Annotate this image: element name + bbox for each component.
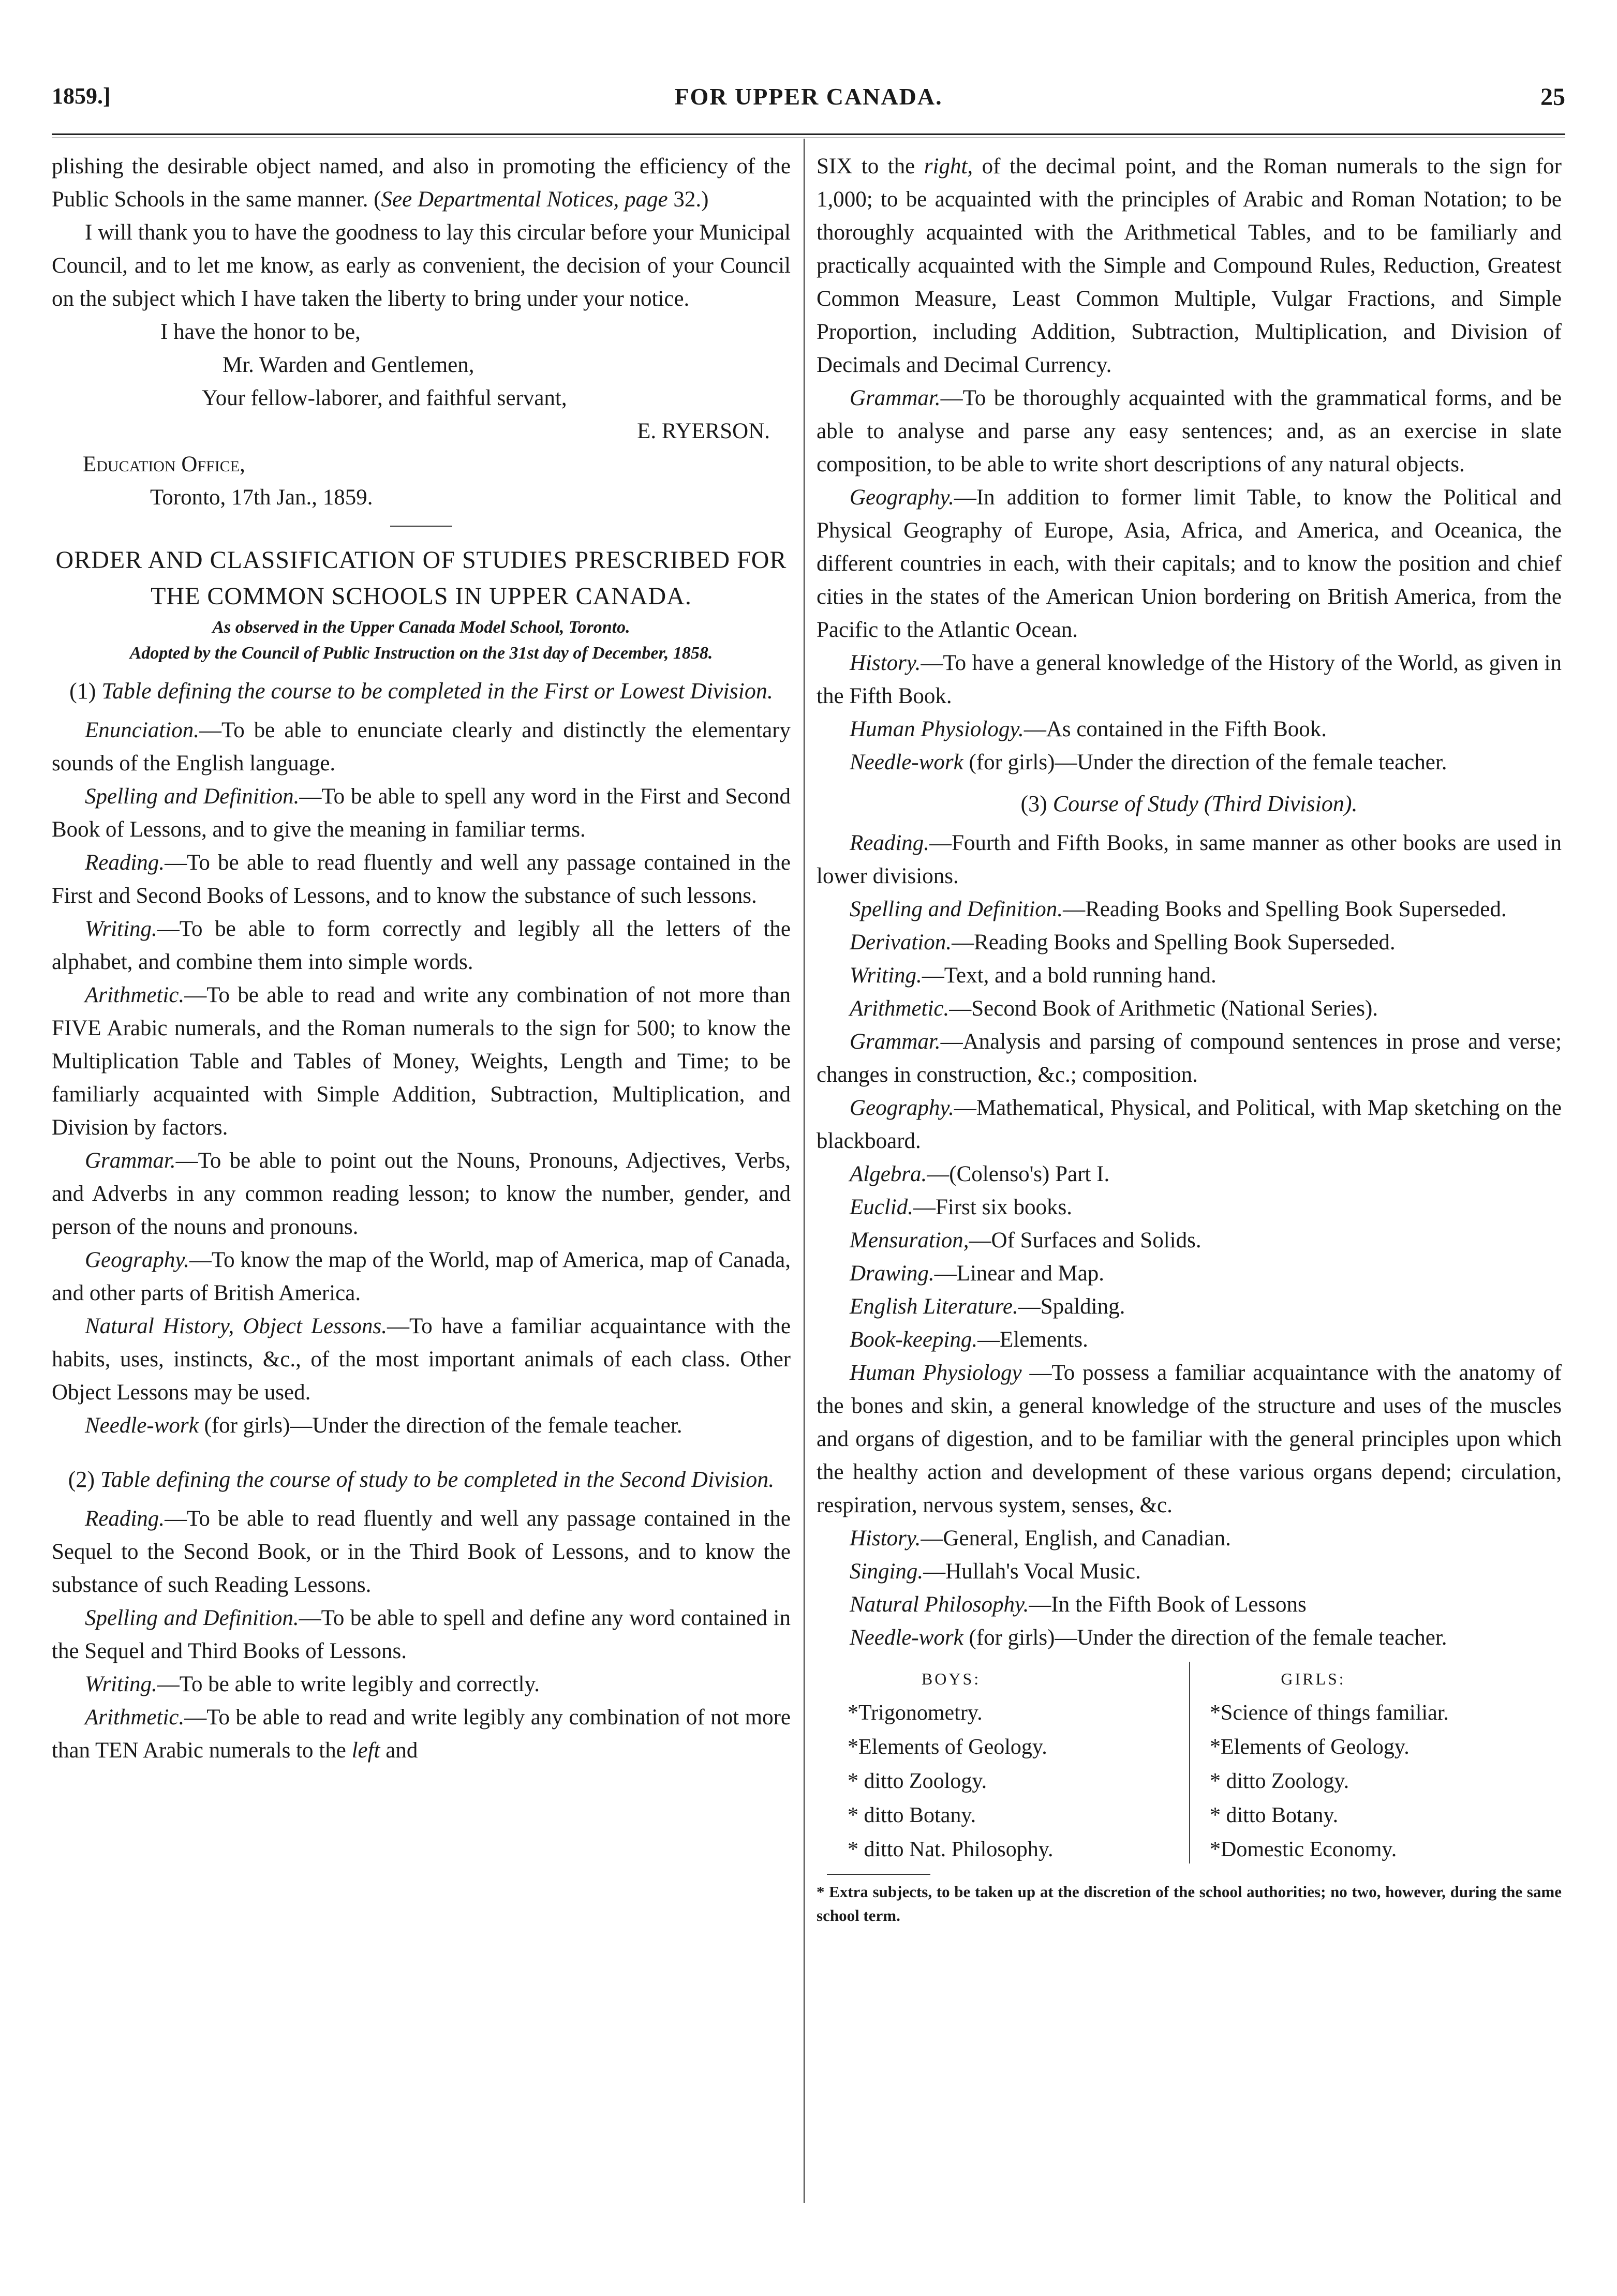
section-subtitle-2: Adopted by the Council of Public Instruction on the 31st day of December, 1858. — [129, 644, 713, 663]
study-item: Spelling and Definition.—Reading Books and Spelling Book Superseded. — [850, 897, 1507, 921]
study-item: Mensuration,—Of Surfaces and Solids. — [850, 1228, 1201, 1253]
study-item: Needle-work (for girls)—Under the direction of the female teacher. — [850, 1626, 1447, 1650]
column-divider — [804, 139, 805, 2203]
study-item: Geography.—In addition to former limit Table, to know the Political and Physical Geography of Europe, Asia, Africa, and America, and Oceanica, the different countries in each, with their capitals; and to know the position and chief cities in the states of the American Union bordering on British America, from the Pacific to the Atlantic Ocean. — [817, 485, 1562, 642]
study-item: Euclid.—First six books. — [850, 1195, 1073, 1219]
study-item: Writing.—To be able to form correctly and legibly all the letters of the alphabet, and combine them into simple words. — [52, 917, 791, 974]
letter-office: Education Office, — [83, 452, 245, 476]
letter-closing-3: Your fellow-laborer, and faithful servant, — [202, 386, 567, 410]
study-item: Writing.—To be able to write legibly and correctly. — [85, 1672, 540, 1696]
study-item: Geography.—Mathematical, Physical, and Political, with Map sketching on the blackboard. — [817, 1096, 1562, 1153]
study-item: Reading.—To be able to read fluently and well any passage contained in the First and Second Books of Lessons, and to know the substance of such lessons. — [52, 851, 791, 908]
third-division-list — [817, 827, 1562, 1654]
study-item: Writing.—Text, and a bold running hand. — [850, 963, 1217, 988]
page-number: 25 — [1540, 83, 1565, 111]
study-item: Grammar.—To be able to point out the Nouns, Pronouns, Adjectives, Verbs, and Adverbs in any common reading lesson; to know the number, gender, and person of the nouns and pronouns. — [52, 1149, 791, 1239]
extra-subject: *Science of things familiar. — [1210, 1701, 1449, 1725]
study-item: Needle-work (for girls)—Under the direction of the female teacher. — [850, 750, 1447, 774]
extra-subjects-table — [817, 1662, 1562, 1869]
right-column — [817, 150, 1562, 1928]
study-item: Enunciation.—To be able to enunciate clearly and distinctly the elementary sounds of the English language. — [52, 718, 791, 776]
left-column — [52, 150, 791, 1767]
study-item: Arithmetic.—To be able to read and write legibly any combination of not more than TEN Arabic numerals to the left and — [52, 1705, 791, 1763]
study-item: Derivation.—Reading Books and Spelling Book Superseded. — [850, 930, 1396, 955]
study-item: English Literature.—Spalding. — [850, 1294, 1125, 1319]
footnote-rule — [827, 1874, 930, 1875]
running-head-year: 1859.] — [52, 83, 111, 109]
running-head-title: FOR UPPER CANADA. — [674, 83, 943, 110]
first-division-list — [52, 714, 791, 1442]
letter-paragraph-1: plishing the desirable object named, and also in promoting the efficiency of the Public Schools in the same manner. (See Departmental Notices, page 32.) — [52, 154, 791, 212]
study-item: Natural Philosophy.—In the Fifth Book of Lessons — [850, 1592, 1307, 1617]
study-item: Reading.—To be able to read fluently and well any passage contained in the Sequel to the Second Book, or in the Third Book of Lessons, and to know the substance of such Reading Lessons. — [52, 1507, 791, 1597]
study-item: Arithmetic.—To be able to read and write any combination of not more than FIVE Arabic numerals, and the Roman numerals to the sign for 500; to know the Multiplication Table and Tables of Money, Weights, Length and Time; to be familiarly acquainted with Simple Addition, Subtraction, Multiplication, and Division by factors. — [52, 983, 791, 1140]
study-item: Geography.—To know the map of the World, map of America, map of Canada, and other parts of British America. — [52, 1248, 791, 1305]
extra-subject: *Elements of Geology. — [1210, 1735, 1410, 1759]
table-2-heading: (2) Table defining the course of study to be completed in the Second Division. — [68, 1467, 775, 1492]
study-item: Spelling and Definition.—To be able to spell and define any word contained in the Sequel and Third Books of Lessons. — [52, 1606, 791, 1663]
second-division-list — [52, 1502, 791, 1767]
study-item: Book-keeping.—Elements. — [850, 1328, 1088, 1352]
study-item: Grammar.—Analysis and parsing of compound sentences in prose and verse; changes in construction, &c.; composition. — [817, 1030, 1562, 1087]
study-item: Grammar.—To be thoroughly acquainted with the grammatical forms, and be able to analyse and parse any easy sentences; and, as an exercise in slate composition, to be able to write short descriptions of any natural objects. — [817, 386, 1562, 476]
letter-date: Toronto, 17th Jan., 1859. — [150, 485, 373, 510]
section-title: ORDER AND CLASSIFICATION OF STUDIES PRESCRIBED FOR THE COMMON SCHOOLS IN UPPER CANADA. — [55, 546, 787, 610]
extras-girls-column — [1210, 1662, 1541, 1867]
extra-subject: *Elements of Geology. — [848, 1735, 1047, 1759]
letter-paragraph-2: I will thank you to have the goodness to lay this circular before your Municipal Council, and to let me know, as early as convenient, the decision of your Council on the subject which I have taken the liberty to bring under your notice. — [52, 220, 791, 311]
extra-subject: * ditto Nat. Philosophy. — [848, 1838, 1054, 1861]
extra-subject: * ditto Botany. — [848, 1803, 976, 1827]
extras-divider — [1189, 1662, 1190, 1863]
table-1-heading: (1) Table defining the course to be completed in the First or Lowest Division. — [69, 678, 773, 704]
second-division-continued-list — [817, 382, 1562, 779]
study-item: Human Physiology —To possess a familiar acquaintance with the anatomy of the bones and skin, a general knowledge of the structure and uses of the muscles and organs of digestion, and to be familiar with the general principles upon which the healthy action and development of these various organs depend; circulation, respiration, nervous system, senses, &c. — [817, 1361, 1562, 1517]
running-head — [52, 83, 1565, 119]
study-item: Arithmetic.—Second Book of Arithmetic (National Series). — [850, 996, 1378, 1021]
study-item: History.—General, English, and Canadian. — [850, 1526, 1231, 1550]
girls-heading: GIRLS: — [1281, 1669, 1346, 1688]
arithmetic-continuation: SIX to the right, of the decimal point, and the Roman numerals to the sign for 1,000; to be acquainted with the principles of Arabic and Roman Notation; to be thoroughly acquainted with the Arithmetical Tables, and to be familiarly and practically acquainted with the Simple and Compound Rules, Reduction, Greatest Common Measure, Least Common Multiple, Vulgar Fractions, and Simple Proportion, including Addition, Subtraction, Multiplication, and Division of Decimals and Decimal Currency. — [817, 154, 1562, 377]
study-item: Reading.—Fourth and Fifth Books, in same manner as other books are used in lower divisions. — [817, 831, 1562, 888]
study-item: History.—To have a general knowledge of the History of the World, as given in the Fifth Book. — [817, 651, 1562, 708]
extra-subject: * ditto Botany. — [1210, 1803, 1339, 1827]
extra-subject: *Trigonometry. — [848, 1701, 983, 1725]
extra-subject: *Domestic Economy. — [1210, 1838, 1397, 1861]
footnote: * Extra subjects, to be taken up at the discretion of the school authorities; no two, however, during the same school term. — [817, 1883, 1562, 1925]
boys-heading: BOYS: — [921, 1669, 981, 1688]
study-item: Algebra.—(Colenso's) Part I. — [850, 1162, 1110, 1186]
extra-subject: * ditto Zoology. — [848, 1769, 987, 1793]
extra-subject: * ditto Zoology. — [1210, 1769, 1349, 1793]
study-item: Drawing.—Linear and Map. — [850, 1261, 1105, 1286]
study-item: Needle-work (for girls)—Under the direction of the female teacher. — [85, 1413, 683, 1438]
section-subtitle-1: As observed in the Upper Canada Model School, Toronto. — [212, 618, 630, 637]
extras-boys-column — [848, 1662, 1179, 1867]
letter-closing-1: I have the honor to be, — [160, 320, 361, 344]
section-rule — [390, 526, 452, 527]
header-rule — [52, 133, 1565, 138]
study-item: Natural History, Object Lessons.—To have a familiar acquaintance with the habits, uses, instincts, &c., of the most important animals of each class. Other Object Lessons may be used. — [52, 1314, 791, 1405]
study-item: Singing.—Hullah's Vocal Music. — [850, 1559, 1141, 1584]
study-item: Spelling and Definition.—To be able to spell any word in the First and Second Book of Lessons, and to give the meaning in familiar terms. — [52, 784, 791, 842]
letter-signature: E. RYERSON. — [637, 419, 770, 443]
table-3-heading: (3) Course of Study (Third Division). — [1020, 791, 1358, 816]
study-item: Human Physiology.—As contained in the Fifth Book. — [850, 717, 1327, 741]
letter-closing-2: Mr. Warden and Gentlemen, — [222, 353, 474, 377]
